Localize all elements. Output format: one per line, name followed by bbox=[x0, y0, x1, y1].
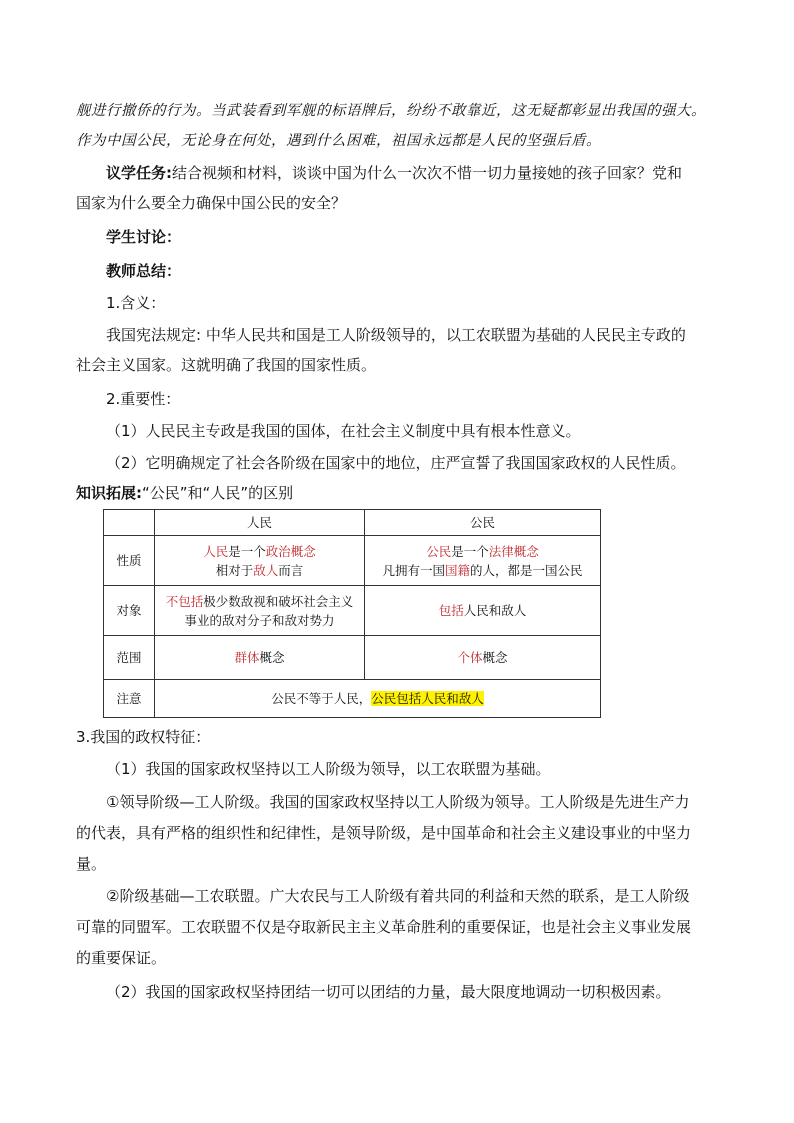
features-item-2: （2）我国的国家政权坚持团结一切可以团结的力量，最大限度地调动一切积极因素。 bbox=[106, 983, 671, 1001]
red-term: 敌人 bbox=[253, 562, 279, 578]
importance-heading: 2.重要性： bbox=[106, 390, 181, 408]
table-row-object bbox=[104, 586, 601, 636]
comparison-table bbox=[103, 509, 601, 718]
cell-nature-people bbox=[155, 536, 365, 586]
meaning-heading: 1.含义： bbox=[106, 294, 166, 312]
red-term: 法律概念 bbox=[488, 543, 539, 559]
features-heading: 3.我国的政权特征： bbox=[76, 728, 211, 746]
cell-text: 是一个 bbox=[228, 543, 266, 559]
intro-line-1: 舰进行撤侨的行为。当武装看到军舰的标语牌后，纷纷不敢靠近，这无疑都彰显出我国的强大。 bbox=[76, 103, 706, 119]
highlighted-text: 公民包括人民和敌人 bbox=[371, 691, 484, 706]
task-text-1: 结合视频和材料，谈谈中国为什么一次次不惜一切力量接她的孩子回家？党和 bbox=[172, 164, 683, 182]
table-row-scope bbox=[104, 636, 601, 680]
extension-text: “公民”和“人民”的区别 bbox=[142, 484, 294, 502]
cell-scope-citizen bbox=[365, 636, 601, 680]
cell-text: 相对于 bbox=[215, 562, 254, 578]
cell-text: 概念 bbox=[259, 650, 285, 665]
task-label: 议学任务: bbox=[106, 164, 172, 182]
cell-text: 凡拥有一国 bbox=[382, 562, 445, 578]
cell-text: 而言 bbox=[278, 562, 304, 578]
red-term: 不包括 bbox=[165, 593, 204, 609]
red-term: 个体 bbox=[457, 650, 483, 665]
cell-text: 公民不等于人民， bbox=[271, 691, 372, 706]
cell-nature-citizen bbox=[365, 536, 601, 586]
features-p1-line-1: ①领导阶级—工人阶级。我国的国家政权坚持以工人阶级为领导。工人阶级是先进生产力 bbox=[106, 793, 690, 811]
task-line-2: 国家为什么要全力确保中国公民的安全？ bbox=[76, 194, 347, 212]
importance-item-2: （2）它明确规定了社会各阶级在国家中的地位，庄严宣誓了我国国家政权的人民性质。 bbox=[106, 454, 686, 472]
red-term: 群体 bbox=[234, 650, 260, 665]
table-header-people: 人民 bbox=[155, 510, 365, 536]
cell-note bbox=[155, 680, 601, 718]
features-p2-line-2: 可靠的同盟军。工农联盟不仅是夺取新民主主义革命胜利的重要保证，也是社会主义事业发展 bbox=[76, 918, 692, 936]
intro-line-2: 作为中国公民，无论身在何处，遇到什么困难，祖国永远都是人民的坚强后盾。 bbox=[76, 133, 601, 149]
red-term: 政治概念 bbox=[265, 543, 316, 559]
features-p2-line-1: ②阶级基础—工农联盟。广大农民与工人阶级有着共同的利益和天然的联系，是工人阶级 bbox=[106, 887, 690, 905]
table-header-citizen: 公民 bbox=[365, 510, 601, 536]
row-label-object: 对象 bbox=[104, 586, 155, 636]
cell-text: 极少数敌视和破坏社会主义 bbox=[203, 593, 354, 609]
cell-text: 人民和敌人 bbox=[463, 603, 527, 618]
cell-text: 事业的敌对分子和敌对势力 bbox=[184, 612, 335, 628]
cell-object-citizen bbox=[365, 586, 601, 636]
row-label-scope: 范围 bbox=[104, 636, 155, 680]
summary-label: 教师总结： bbox=[106, 262, 182, 280]
features-p1-line-3: 量。 bbox=[76, 855, 107, 873]
importance-item-1: （1）人民民主专政是我国的国体，在社会主义制度中具有根本性意义。 bbox=[106, 422, 581, 440]
meaning-line-2: 社会主义国家。这就明确了我国的国家性质。 bbox=[76, 356, 377, 374]
features-p2-line-3: 的重要保证。 bbox=[76, 949, 167, 967]
cell-text: 是一个 bbox=[451, 543, 489, 559]
red-term: 包括 bbox=[438, 603, 464, 618]
extension-line bbox=[76, 478, 736, 508]
table-header-empty bbox=[104, 510, 155, 536]
row-label-note: 注意 bbox=[104, 680, 155, 718]
table-row-note bbox=[104, 680, 601, 718]
features-item-1: （1）我国的国家政权坚持以工人阶级为领导，以工农联盟为基础。 bbox=[106, 760, 551, 778]
cell-text: 概念 bbox=[482, 650, 508, 665]
cell-scope-people bbox=[155, 636, 365, 680]
red-term: 国籍 bbox=[444, 562, 470, 578]
discussion-label: 学生讨论： bbox=[106, 228, 182, 246]
red-term: 公民 bbox=[426, 543, 452, 559]
extension-label: 知识拓展: bbox=[76, 484, 142, 502]
table-row-nature bbox=[104, 536, 601, 586]
red-term: 人民 bbox=[203, 543, 229, 559]
cell-text: 的人，都是一国公民 bbox=[470, 562, 583, 578]
row-label-nature: 性质 bbox=[104, 536, 155, 586]
table-header-row bbox=[104, 510, 601, 536]
meaning-line-1: 我国宪法规定: 中华人民共和国是工人阶级领导的，以工农联盟为基础的人民民主专政的 bbox=[106, 326, 686, 344]
cell-object-people bbox=[155, 586, 365, 636]
features-p1-line-2: 的代表，具有严格的组织性和纪律性，是领导阶级，是中国革命和社会主义建设事业的中坚力 bbox=[76, 824, 692, 842]
task-line-1 bbox=[76, 158, 766, 188]
